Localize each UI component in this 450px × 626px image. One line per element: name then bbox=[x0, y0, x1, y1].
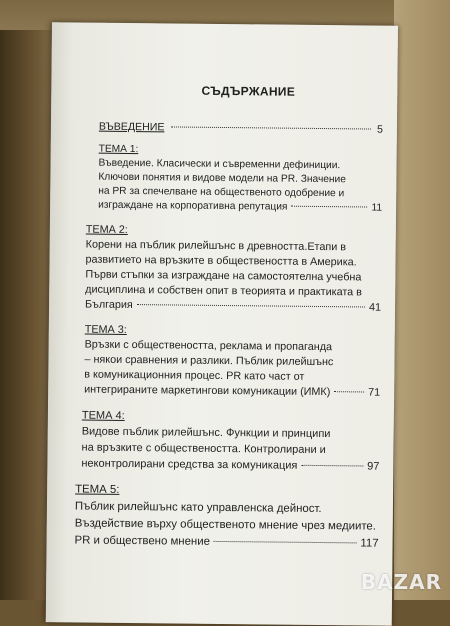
topic-line: България bbox=[84, 298, 133, 312]
topic-line: изграждане на корпоративна репутация bbox=[98, 199, 288, 213]
intro-page-number: 5 bbox=[376, 123, 383, 136]
topic-last-line bbox=[74, 532, 378, 552]
topic-page-number: 71 bbox=[368, 386, 381, 399]
topic-line: – някои сравнения и разлики. Пъблик рилейшънс bbox=[84, 353, 334, 369]
toc-entry-topic-1 bbox=[82, 143, 383, 216]
topic-heading: ТЕМА 2: bbox=[85, 223, 128, 236]
table-of-contents bbox=[74, 83, 383, 563]
topic-heading: ТЕМА 3: bbox=[84, 323, 127, 336]
topic-line: дисциплина и собствен опит в теорията и практиката в bbox=[85, 283, 363, 299]
toc-entry-topic-5 bbox=[74, 481, 379, 552]
toc-entry-topic-4 bbox=[81, 408, 380, 475]
topic-last-line bbox=[84, 383, 380, 401]
topic-line: Видове пъблик рилейшънс. Функции и принципи bbox=[81, 425, 331, 441]
topic-line: на PR за спечелване на общественото одобрение и bbox=[98, 185, 345, 200]
toc-entry-intro bbox=[99, 121, 383, 136]
topic-line: Връзки с обществеността, реклама и пропаганда bbox=[84, 338, 333, 354]
topic-line: Корени на пъблик рилейшънс в древността.Етапи в bbox=[85, 238, 347, 254]
toc-entry-topic-3 bbox=[84, 323, 381, 401]
dot-leader bbox=[137, 304, 365, 307]
dot-leader bbox=[291, 206, 367, 208]
topic-line: интегрираните маркетингови комуникации (ИМК) bbox=[84, 383, 331, 399]
topic-line: Въведение. Класически и съвременни дефиниции. bbox=[98, 157, 341, 172]
topic-line: Ключови понятия и видове модели на PR. Значение bbox=[98, 171, 346, 186]
background-right-wood bbox=[394, 0, 450, 600]
topic-line: развитието на връзките в обществеността в Америка. bbox=[85, 253, 357, 269]
topic-line: в комуникационния процес. PR като част от bbox=[84, 368, 305, 383]
toc-entry-topic-2 bbox=[85, 223, 382, 316]
dot-leader bbox=[334, 391, 364, 392]
topic-heading: ТЕМА 4: bbox=[81, 409, 125, 422]
topic-line: Въздействие върху общественото мнение чрез медиите. bbox=[74, 517, 377, 533]
topic-heading: ТЕМА 1: bbox=[98, 143, 139, 156]
topic-page-number: 97 bbox=[367, 460, 380, 473]
topic-last-line bbox=[81, 456, 379, 475]
bazar-watermark-logo: BAZAR bbox=[360, 570, 442, 594]
topic-line: Пъблик рилейшънс като управленска дейност. bbox=[74, 500, 322, 516]
toc-title: СЪДЪРЖАНИЕ bbox=[201, 83, 296, 99]
topic-page-number: 41 bbox=[368, 301, 382, 314]
topic-page-number: 11 bbox=[371, 202, 383, 214]
topic-page-number: 117 bbox=[360, 537, 379, 550]
dot-leader bbox=[170, 126, 371, 129]
topic-last-line bbox=[85, 298, 381, 316]
book-page bbox=[46, 22, 398, 626]
intro-label: ВЪВЕДЕНИЕ bbox=[98, 120, 165, 134]
dot-leader bbox=[301, 465, 363, 467]
topic-line: PR и обществено мнение bbox=[74, 534, 210, 548]
topic-line: на връзките с обществеността. Контролирани и bbox=[81, 441, 326, 457]
topic-line: Първи стъпки за изграждане на самостоятелна учебна bbox=[85, 268, 362, 284]
dot-leader bbox=[214, 541, 356, 543]
topic-heading: ТЕМА 5: bbox=[75, 483, 120, 496]
topic-line: неконтролирани средства за комуникация bbox=[81, 457, 298, 472]
